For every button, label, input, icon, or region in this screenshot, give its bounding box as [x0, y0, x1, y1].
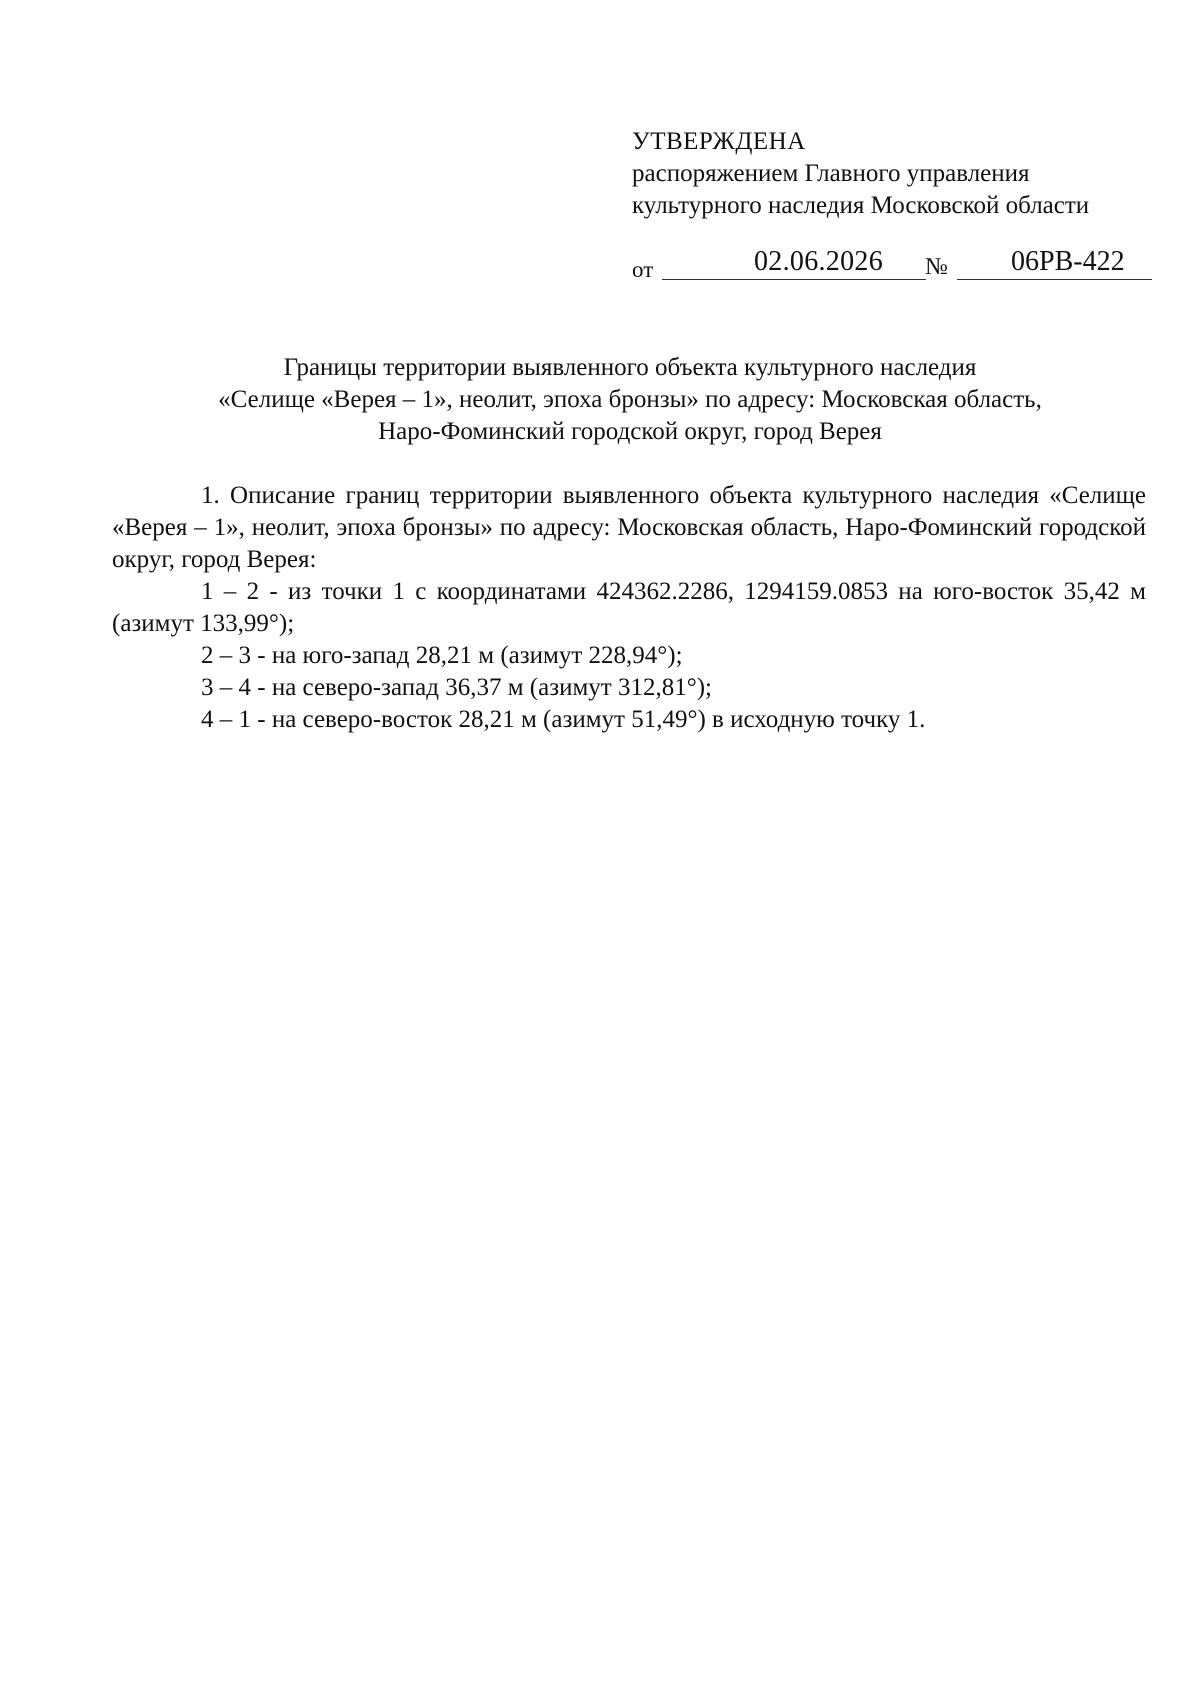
date-prefix: от: [632, 257, 654, 282]
number-field: [957, 246, 1152, 280]
approval-line-1: распоряжением Главного управления: [632, 160, 1030, 187]
registration-line: [632, 246, 1152, 284]
approval-block: [632, 126, 1089, 222]
paragraph-segment-4-1: 4 – 1 - на северо-восток 28,21 м (азимут 51,49°) в исходную точку 1.: [201, 706, 926, 733]
date-field: [662, 246, 926, 280]
document-body: [112, 480, 1146, 736]
title-line-2: «Селище «Верея – 1», неолит, эпоха бронзы» по адресу: Московская область,: [218, 386, 1042, 413]
date-value: 02.06.2026: [754, 246, 883, 277]
paragraph-segment-3-4: 3 – 4 - на северо-запад 36,37 м (азимут 312,81°);: [201, 674, 712, 701]
paragraph-segment-1-2: 1 – 2 - из точки 1 с координатами 424362.2286, 1294159.0853 на юго-восток 35,42 м (азимут 133,99°);: [112, 578, 1146, 637]
approval-line-2: культурного наследия Московской области: [632, 192, 1090, 219]
title-line-3: Наро-Фоминский городской округ, город Верея: [378, 418, 882, 445]
number-sign: №: [925, 254, 948, 280]
number-value: 06РВ-422: [1011, 246, 1125, 277]
title-line-1: Границы территории выявленного объекта культурного наследия: [283, 354, 977, 381]
paragraph-segment-2-3: 2 – 3 - на юго-запад 28,21 м (азимут 228,94°);: [201, 642, 683, 669]
approval-stamp: УТВЕРЖДЕНА: [632, 128, 806, 155]
paragraph-description: 1. Описание границ территории выявленного объекта культурного наследия «Селище «Верея – 1», неолит, эпоха бронзы» по адресу: Московская область, Наро-Фоминский городской округ, город Верея:: [112, 482, 1146, 573]
document-title: [100, 352, 1160, 448]
